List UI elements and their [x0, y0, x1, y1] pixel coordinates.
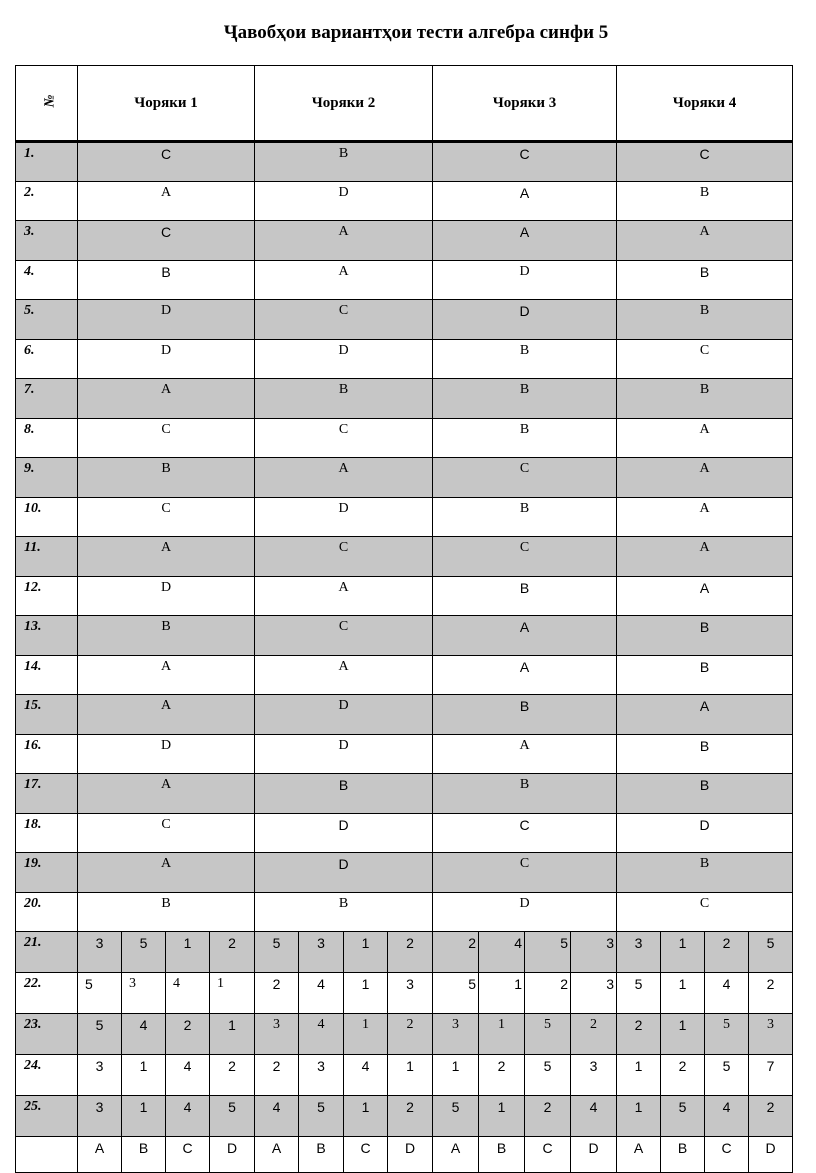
matching-cell: 2 — [255, 1055, 299, 1096]
header-quarter-4: Чоряки 4 — [617, 66, 793, 142]
question-number: 21. — [16, 932, 78, 973]
answer-cell-q2: A — [255, 655, 433, 695]
answer-cell-q3: A — [433, 616, 617, 656]
option-letter: A — [617, 1137, 661, 1173]
matching-cell: 5 — [122, 932, 166, 973]
matching-cell: 5 — [661, 1096, 705, 1137]
header-number-label: № — [42, 94, 58, 107]
matching-cell: 5 — [525, 1055, 571, 1096]
answer-cell-q4: C — [617, 142, 793, 182]
matching-cell: 1 — [433, 1055, 479, 1096]
question-number: 14. — [16, 655, 78, 695]
answer-cell-q4: D — [617, 813, 793, 853]
answer-cell-q1: D — [78, 576, 255, 616]
matching-cell: 2 — [525, 1096, 571, 1137]
answer-cell-q1: A — [78, 655, 255, 695]
matching-cell: 3 — [78, 932, 122, 973]
answer-cell-q4: B — [617, 379, 793, 419]
answer-cell-q2: B — [255, 892, 433, 932]
question-number: 1. — [16, 142, 78, 182]
answer-cell-q4: B — [617, 655, 793, 695]
answer-cell-q2: D — [255, 339, 433, 379]
matching-cell: 3 — [571, 932, 617, 973]
answer-cell-q1: A — [78, 695, 255, 735]
answer-row — [16, 813, 793, 853]
answer-cell-q3: C — [433, 813, 617, 853]
answer-cell-q2: D — [255, 695, 433, 735]
matching-cell: 1 — [344, 932, 388, 973]
matching-cell: 5 — [525, 932, 571, 973]
footer-letters-row — [16, 1137, 793, 1173]
answer-cell-q3: D — [433, 300, 617, 340]
matching-cell: 2 — [705, 932, 749, 973]
question-number: 16. — [16, 734, 78, 774]
answer-cell-q4: A — [617, 576, 793, 616]
option-letter: D — [749, 1137, 793, 1173]
answer-cell-q1: C — [78, 221, 255, 261]
answer-row — [16, 616, 793, 656]
answer-cell-q4: B — [617, 774, 793, 814]
answer-cell-q4: B — [617, 300, 793, 340]
matching-cell: 4 — [299, 973, 344, 1014]
answer-cell-q4: A — [617, 221, 793, 261]
answer-cell-q3: B — [433, 695, 617, 735]
question-number: 7. — [16, 379, 78, 419]
matching-row — [16, 973, 793, 1014]
question-number: 2. — [16, 181, 78, 221]
header-row — [16, 66, 793, 142]
matching-cell: 4 — [571, 1096, 617, 1137]
answer-cell-q2: D — [255, 853, 433, 893]
matching-cell: 1 — [166, 932, 210, 973]
answer-cell-q2: B — [255, 379, 433, 419]
answer-cell-q3: B — [433, 418, 617, 458]
option-letter: D — [388, 1137, 433, 1173]
question-number: 13. — [16, 616, 78, 656]
matching-cell: 1 — [210, 1014, 255, 1055]
matching-cell: 2 — [388, 1096, 433, 1137]
matching-cell: 3 — [433, 1014, 479, 1055]
matching-cell: 2 — [749, 1096, 793, 1137]
answer-cell-q3: A — [433, 655, 617, 695]
answer-cell-q4: B — [617, 734, 793, 774]
question-number: 18. — [16, 813, 78, 853]
answer-cell-q2: C — [255, 300, 433, 340]
question-number: 15. — [16, 695, 78, 735]
answer-cell-q3: D — [433, 892, 617, 932]
option-letter: D — [210, 1137, 255, 1173]
question-number: 22. — [16, 973, 78, 1014]
matching-row — [16, 1096, 793, 1137]
matching-cell: 4 — [166, 1055, 210, 1096]
answer-cell-q3: B — [433, 576, 617, 616]
answer-cell-q2: A — [255, 221, 433, 261]
question-number: 25. — [16, 1096, 78, 1137]
option-letter: B — [122, 1137, 166, 1173]
question-number: 24. — [16, 1055, 78, 1096]
question-number: 23. — [16, 1014, 78, 1055]
matching-cell: 2 — [617, 1014, 661, 1055]
answer-row — [16, 221, 793, 261]
matching-cell: 7 — [749, 1055, 793, 1096]
matching-cell: 3 — [299, 932, 344, 973]
matching-cell: 5 — [705, 1055, 749, 1096]
answer-cell-q1: A — [78, 181, 255, 221]
matching-cell: 4 — [166, 973, 210, 1014]
answer-cell-q3: A — [433, 181, 617, 221]
answer-cell-q1: B — [78, 892, 255, 932]
answer-row — [16, 655, 793, 695]
header-quarter-1: Чоряки 1 — [78, 66, 255, 142]
answer-cell-q4: A — [617, 695, 793, 735]
answer-cell-q3: B — [433, 497, 617, 537]
answer-cell-q2: B — [255, 142, 433, 182]
answer-cell-q1: B — [78, 616, 255, 656]
matching-cell: 3 — [78, 1096, 122, 1137]
matching-cell: 1 — [388, 1055, 433, 1096]
answer-cell-q4: C — [617, 892, 793, 932]
matching-cell: 1 — [479, 1014, 525, 1055]
question-number: 3. — [16, 221, 78, 261]
matching-cell: 3 — [571, 1055, 617, 1096]
matching-cell: 3 — [122, 973, 166, 1014]
page-title: Ҷавобҳои вариантҳои тести алгебра синфи 5 — [223, 22, 609, 43]
matching-cell: 2 — [571, 1014, 617, 1055]
answer-row — [16, 418, 793, 458]
matching-cell: 4 — [479, 932, 525, 973]
answer-row — [16, 300, 793, 340]
matching-cell: 2 — [210, 1055, 255, 1096]
answer-cell-q4: A — [617, 458, 793, 498]
question-number: 20. — [16, 892, 78, 932]
question-number: 10. — [16, 497, 78, 537]
answer-row — [16, 734, 793, 774]
matching-cell: 3 — [255, 1014, 299, 1055]
answer-cell-q2: C — [255, 418, 433, 458]
answer-row — [16, 537, 793, 577]
matching-cell: 4 — [299, 1014, 344, 1055]
answer-cell-q1: C — [78, 142, 255, 182]
answer-cell-q3: B — [433, 379, 617, 419]
matching-cell: 2 — [433, 932, 479, 973]
question-number: 5. — [16, 300, 78, 340]
matching-cell: 5 — [525, 1014, 571, 1055]
answer-cell-q4: B — [617, 181, 793, 221]
matching-cell: 5 — [78, 1014, 122, 1055]
answer-row — [16, 497, 793, 537]
matching-cell: 3 — [78, 1055, 122, 1096]
option-letter: C — [344, 1137, 388, 1173]
answer-cell-q1: C — [78, 497, 255, 537]
matching-cell: 2 — [388, 932, 433, 973]
answer-cell-q2: A — [255, 260, 433, 300]
matching-cell: 1 — [617, 1055, 661, 1096]
matching-row — [16, 1014, 793, 1055]
matching-cell: 1 — [661, 973, 705, 1014]
matching-cell: 1 — [661, 1014, 705, 1055]
matching-cell: 3 — [617, 932, 661, 973]
matching-cell: 5 — [433, 973, 479, 1014]
matching-cell: 2 — [525, 973, 571, 1014]
matching-cell: 1 — [344, 973, 388, 1014]
matching-cell: 4 — [166, 1096, 210, 1137]
answer-cell-q1: A — [78, 853, 255, 893]
question-number: 19. — [16, 853, 78, 893]
answer-cell-q3: A — [433, 221, 617, 261]
matching-cell: 1 — [661, 932, 705, 973]
matching-cell: 3 — [749, 1014, 793, 1055]
question-number: 8. — [16, 418, 78, 458]
answer-cell-q3: C — [433, 537, 617, 577]
answer-cell-q4: A — [617, 497, 793, 537]
header-quarter-2: Чоряки 2 — [255, 66, 433, 142]
matching-cell: 2 — [479, 1055, 525, 1096]
matching-cell: 2 — [166, 1014, 210, 1055]
answer-row — [16, 853, 793, 893]
answer-row — [16, 892, 793, 932]
matching-cell: 1 — [122, 1055, 166, 1096]
matching-cell: 1 — [210, 973, 255, 1014]
matching-cell: 4 — [122, 1014, 166, 1055]
answer-cell-q1: A — [78, 774, 255, 814]
question-number: 11. — [16, 537, 78, 577]
header-number — [16, 66, 78, 142]
matching-cell: 5 — [210, 1096, 255, 1137]
answer-cell-q1: C — [78, 418, 255, 458]
matching-cell: 1 — [122, 1096, 166, 1137]
matching-cell: 5 — [78, 973, 122, 1014]
answer-row — [16, 181, 793, 221]
answer-cell-q2: A — [255, 458, 433, 498]
matching-cell: 4 — [344, 1055, 388, 1096]
answer-cell-q3: B — [433, 774, 617, 814]
answer-cell-q1: C — [78, 813, 255, 853]
answer-cell-q4: B — [617, 260, 793, 300]
answer-cell-q2: D — [255, 813, 433, 853]
answer-cell-q1: D — [78, 300, 255, 340]
answer-row — [16, 774, 793, 814]
option-letter: A — [433, 1137, 479, 1173]
matching-cell: 3 — [571, 973, 617, 1014]
matching-cell: 4 — [705, 973, 749, 1014]
question-number: 4. — [16, 260, 78, 300]
matching-row — [16, 1055, 793, 1096]
answer-cell-q2: D — [255, 181, 433, 221]
answer-cell-q1: D — [78, 734, 255, 774]
matching-cell: 5 — [749, 932, 793, 973]
answer-cell-q2: A — [255, 576, 433, 616]
answer-cell-q3: A — [433, 734, 617, 774]
answer-cell-q2: C — [255, 537, 433, 577]
answer-row — [16, 576, 793, 616]
option-letter: D — [571, 1137, 617, 1173]
matching-cell: 1 — [344, 1014, 388, 1055]
answer-row — [16, 260, 793, 300]
question-number: 17. — [16, 774, 78, 814]
answer-row — [16, 142, 793, 182]
answer-cell-q1: B — [78, 260, 255, 300]
matching-cell: 2 — [255, 973, 299, 1014]
matching-cell: 2 — [210, 932, 255, 973]
matching-cell: 4 — [705, 1096, 749, 1137]
matching-cell: 5 — [617, 973, 661, 1014]
answer-cell-q4: A — [617, 537, 793, 577]
question-number: 9. — [16, 458, 78, 498]
answer-row — [16, 695, 793, 735]
option-letter: B — [299, 1137, 344, 1173]
option-letter: B — [661, 1137, 705, 1173]
option-letter: B — [479, 1137, 525, 1173]
answer-cell-q2: D — [255, 734, 433, 774]
matching-cell: 1 — [479, 973, 525, 1014]
answer-cell-q1: A — [78, 537, 255, 577]
answer-cell-q3: C — [433, 458, 617, 498]
matching-cell: 2 — [749, 973, 793, 1014]
answer-cell-q2: D — [255, 497, 433, 537]
matching-cell: 1 — [479, 1096, 525, 1137]
answer-table — [15, 65, 793, 1173]
matching-cell: 4 — [255, 1096, 299, 1137]
matching-cell: 3 — [388, 973, 433, 1014]
question-number: 12. — [16, 576, 78, 616]
option-letter: C — [166, 1137, 210, 1173]
option-letter: A — [255, 1137, 299, 1173]
matching-cell: 5 — [433, 1096, 479, 1137]
answer-cell-q3: C — [433, 142, 617, 182]
matching-cell: 5 — [255, 932, 299, 973]
option-letter: C — [525, 1137, 571, 1173]
matching-cell: 3 — [299, 1055, 344, 1096]
matching-cell: 1 — [344, 1096, 388, 1137]
matching-cell: 2 — [661, 1055, 705, 1096]
matching-cell: 2 — [388, 1014, 433, 1055]
footer-empty-cell — [16, 1137, 78, 1173]
option-letter: C — [705, 1137, 749, 1173]
answer-cell-q1: A — [78, 379, 255, 419]
answer-cell-q4: C — [617, 339, 793, 379]
answer-cell-q4: B — [617, 853, 793, 893]
matching-cell: 5 — [299, 1096, 344, 1137]
answer-cell-q2: C — [255, 616, 433, 656]
answer-cell-q3: C — [433, 853, 617, 893]
question-number: 6. — [16, 339, 78, 379]
option-letter: A — [78, 1137, 122, 1173]
answer-row — [16, 458, 793, 498]
matching-cell: 5 — [705, 1014, 749, 1055]
answer-row — [16, 339, 793, 379]
matching-row — [16, 932, 793, 973]
answer-cell-q3: B — [433, 339, 617, 379]
answer-cell-q3: D — [433, 260, 617, 300]
matching-cell: 1 — [617, 1096, 661, 1137]
answer-row — [16, 379, 793, 419]
answer-cell-q4: B — [617, 616, 793, 656]
answer-cell-q1: D — [78, 339, 255, 379]
answer-cell-q1: B — [78, 458, 255, 498]
answer-cell-q4: A — [617, 418, 793, 458]
header-quarter-3: Чоряки 3 — [433, 66, 617, 142]
answer-cell-q2: B — [255, 774, 433, 814]
